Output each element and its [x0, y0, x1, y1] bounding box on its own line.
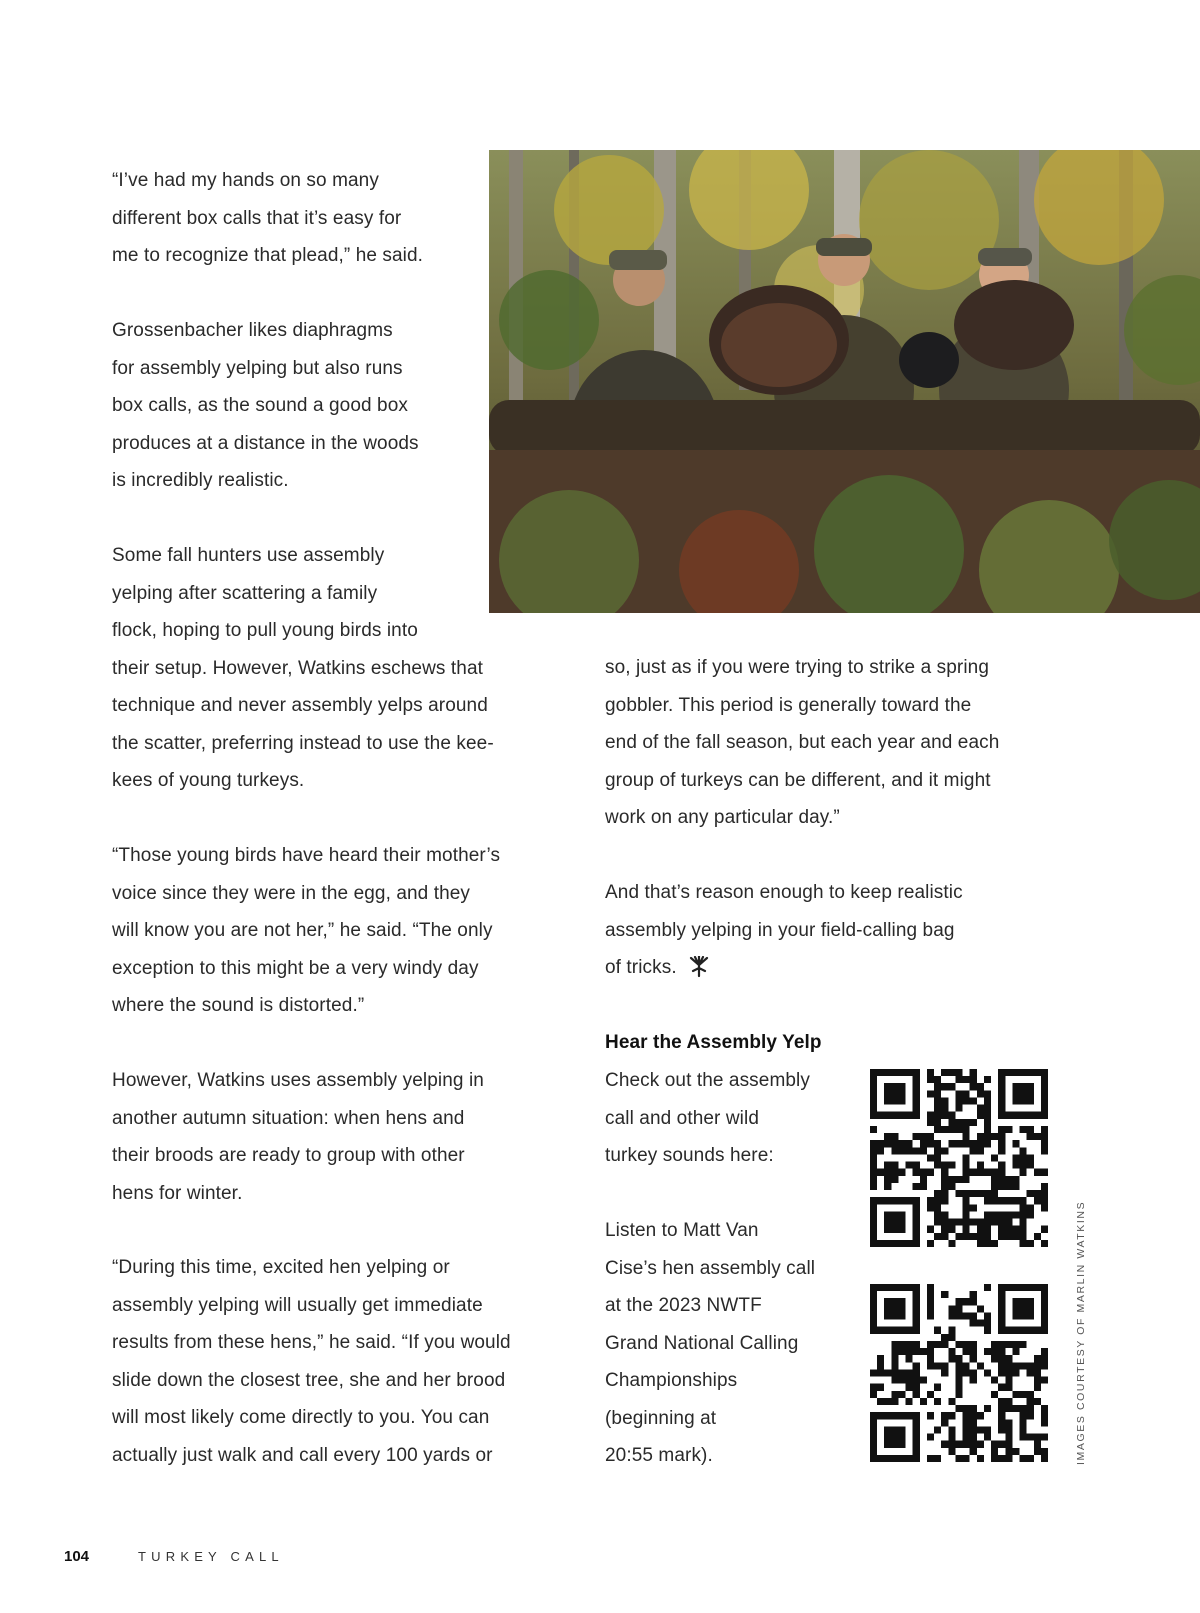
- text-line: me to recognize that plead,” he said.: [112, 245, 424, 266]
- text-line: (beginning at: [605, 1407, 717, 1429]
- qr-code-calling-championships[interactable]: [870, 1284, 1048, 1462]
- text-line: “During this time, excited hen yelping or: [112, 1257, 450, 1278]
- paragraph: [112, 1249, 511, 1474]
- text-line: kees of young turkeys.: [112, 770, 305, 791]
- text-line: Check out the assembly: [605, 1070, 810, 1091]
- text-line: the scatter, preferring instead to use the kee-: [112, 732, 494, 754]
- text-line: their broods are ready to group with other: [112, 1145, 465, 1166]
- text-line: work on any particular day.”: [605, 807, 840, 828]
- text-line: turkey sounds here:: [605, 1145, 774, 1166]
- paragraph: [112, 162, 423, 275]
- paragraph: [605, 649, 999, 837]
- text-line: of tricks.: [605, 957, 677, 978]
- text-line: end of the fall season, but each year and each: [605, 732, 1000, 753]
- paragraph: [112, 837, 500, 1025]
- magazine-name: TURKEY CALL: [138, 1549, 284, 1564]
- text-line: for assembly yelping but also runs: [112, 357, 403, 379]
- text-line: yelping after scattering a family: [112, 582, 378, 604]
- text-line: “Those young birds have heard their mother’s: [112, 845, 501, 866]
- text-line: another autumn situation: when hens and: [112, 1107, 465, 1129]
- text-line: actually just walk and call every 100 yards or: [112, 1444, 493, 1466]
- text-line: different box calls that it’s easy for: [112, 207, 402, 229]
- text-line: Championships: [605, 1370, 738, 1391]
- text-line: Listen to Matt Van: [605, 1220, 759, 1241]
- paragraph: [112, 312, 419, 500]
- text-line: at the 2023 NWTF: [605, 1295, 762, 1316]
- text-line: is incredibly realistic.: [112, 470, 289, 491]
- text-line: results from these hens,” he said. “If you would: [112, 1332, 511, 1353]
- photo-credit-text: IMAGES COURTESY OF MARLIN WATKINS: [1075, 1200, 1087, 1465]
- paragraph: [112, 537, 494, 800]
- text-line: exception to this might be a very windy day: [112, 957, 479, 979]
- paragraph: [605, 874, 963, 987]
- text-line: their setup. However, Watkins eschews that: [112, 657, 483, 679]
- text-line: produces at a distance in the woods: [112, 432, 419, 454]
- text-line: assembly yelping in your field-calling bag: [605, 919, 955, 941]
- text-line: And that’s reason enough to keep realistic: [605, 882, 963, 903]
- sidebar-heading: Hear the Assembly Yelp: [605, 1032, 822, 1053]
- text-line: will most likely come directly to you. You can: [112, 1407, 490, 1428]
- hunters-turkeys-photo: [489, 150, 1200, 613]
- text-line: flock, hoping to pull young birds into: [112, 620, 418, 641]
- text-line: 20:55 mark).: [605, 1445, 713, 1466]
- photo-credit: [1075, 1200, 1087, 1465]
- text-line: Grossenbacher likes diaphragms: [112, 320, 393, 341]
- text-line: so, just as if you were trying to strike a spring: [605, 657, 989, 678]
- turkey-end-mark-icon: [688, 956, 710, 978]
- text-line: However, Watkins uses assembly yelping in: [112, 1070, 484, 1091]
- page-number: 104: [64, 1548, 90, 1565]
- text-line: voice since they were in the egg, and they: [112, 882, 471, 904]
- text-line: Cise’s hen assembly call: [605, 1257, 816, 1279]
- text-line: technique and never assembly yelps around: [112, 695, 488, 716]
- text-line: group of turkeys can be different, and it might: [605, 769, 991, 791]
- sidebar-text: [605, 1062, 810, 1175]
- text-line: will know you are not her,” he said. “The only: [112, 920, 493, 941]
- paragraph: [112, 1062, 484, 1212]
- text-line: Some fall hunters use assembly: [112, 545, 385, 566]
- text-line: assembly yelping will usually get immediate: [112, 1294, 483, 1316]
- text-line: Grand National Calling: [605, 1332, 799, 1354]
- text-line: “I’ve had my hands on so many: [112, 170, 379, 191]
- sidebar-text: [605, 1212, 815, 1475]
- text-line: call and other wild: [605, 1107, 759, 1129]
- text-line: box calls, as the sound a good box: [112, 395, 408, 416]
- text-line: slide down the closest tree, she and her brood: [112, 1369, 506, 1391]
- text-line: hens for winter.: [112, 1182, 243, 1204]
- qr-code-assembly-call[interactable]: [870, 1069, 1048, 1247]
- text-line: where the sound is distorted.”: [112, 995, 365, 1016]
- text-line: gobbler. This period is generally toward the: [605, 694, 972, 716]
